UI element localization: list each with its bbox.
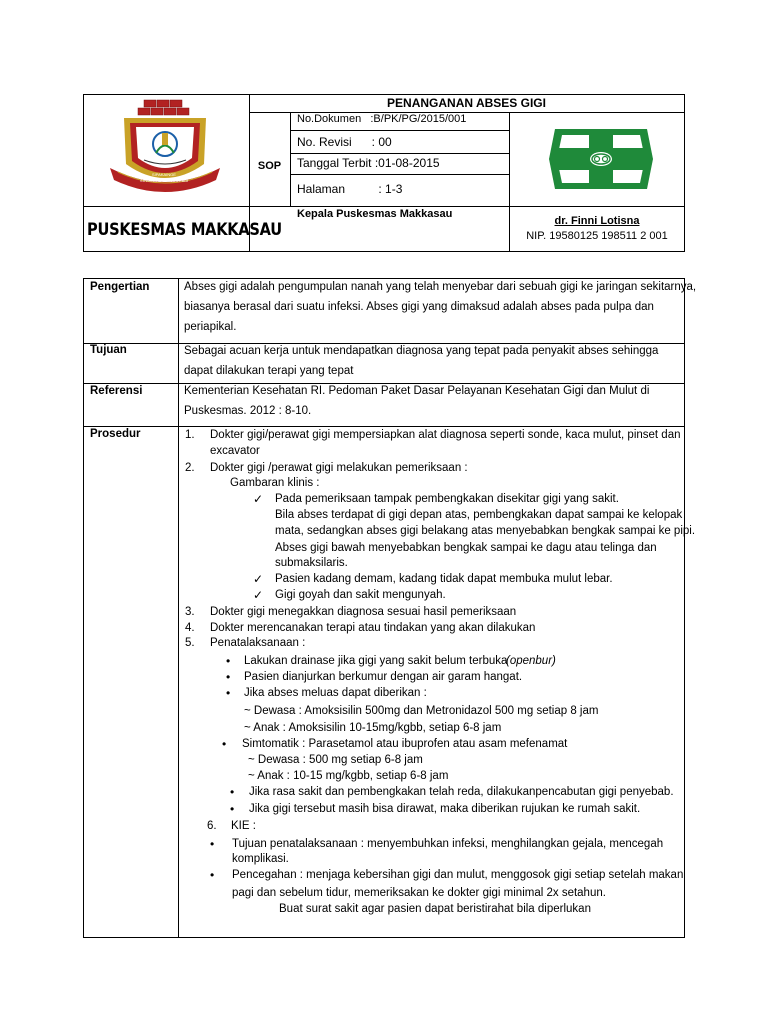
procedure-line: mata, sedangkan abses gigi belakang atas menyebabkan bengkak sampai ke pipi. — [275, 525, 696, 537]
procedure-line: Bila abses terdapat di gigi depan atas, pembengkakan dapat sampai ke kelopak — [275, 509, 683, 521]
divider — [509, 206, 510, 251]
sop-label: SOP — [257, 160, 282, 172]
logo-motto-text: SIPAKATAU SIPAKALEBBI — [139, 178, 189, 183]
procedure-line: 3. — [185, 606, 195, 618]
pengertian-text — [184, 277, 697, 337]
procedure-line: KIE : — [231, 820, 256, 832]
procedure-line: Simtomatik : Parasetamol atau ibuprofen atau asam mefenamat — [242, 738, 568, 750]
bullet-icon: • — [226, 654, 231, 668]
procedure-line: Jika gigi tersebut masih bisa dirawat, maka diberikan rujukan ke rumah sakit. — [249, 803, 641, 815]
referensi-line: Kementerian Kesehatan RI. Pedoman Paket Dasar Pelayanan Kesehatan Gigi dan Mulut di — [184, 385, 650, 397]
bullet-icon: • — [230, 785, 235, 799]
procedure-line: Pencegahan : menjaga kebersihan gigi dan mulut, menggosok gigi setiap setelah makan — [232, 869, 684, 881]
procedure-line: Gambaran klinis : — [230, 477, 320, 489]
procedure-line: 1. — [185, 429, 195, 441]
bullet-icon: • — [226, 670, 231, 684]
procedure-line: Dokter merencanakan terapi atau tindakan yang akan dilakukan — [210, 622, 536, 634]
pengertian-line: biasanya berasal dari suatu infeksi. Abses gigi yang dimaksud adalah abses pada pulpa dan — [184, 301, 654, 313]
procedure-line: Buat surat sakit agar pasien dapat beristirahat bila diperlukan — [279, 903, 591, 915]
tujuan-line: Sebagai acuan kerja untuk mendapatkan diagnosa yang tepat pada penyakit abses sehingga — [184, 345, 659, 357]
procedure-line: 6. — [207, 820, 217, 832]
bullet-icon: • — [210, 837, 215, 851]
divider — [509, 112, 510, 206]
signer-nip: NIP. 19580125 198511 2 001 — [526, 230, 668, 242]
procedure-line: Jika abses meluas dapat diberikan : — [244, 687, 427, 699]
checkmark-icon: ✓ — [253, 588, 264, 602]
referensi-text — [184, 381, 684, 421]
signer-name: dr. Finni Lotisna — [554, 215, 640, 227]
divider — [178, 279, 179, 937]
divider — [290, 130, 509, 131]
procedure-line: Pasien kadang demam, kadang tidak dapat membuka mulut lebar. — [275, 573, 613, 585]
procedure-line: 5. — [185, 637, 195, 649]
bullet-icon: • — [226, 686, 231, 700]
procedure-line: Pasien dianjurkan berkumur dengan air garam hangat. — [244, 671, 523, 683]
label-prosedur: Prosedur — [90, 428, 141, 440]
tujuan-line: dapat dilakukan terapi yang tepat — [184, 365, 354, 377]
bullet-icon: • — [230, 802, 235, 816]
checkmark-icon: ✓ — [253, 492, 264, 506]
procedure-line: (openbur) — [506, 655, 556, 667]
no-dokumen: No.Dokumen :B/PK/PG/2015/001 — [297, 113, 467, 125]
logo-banner-text: SIPAKAINGE — [152, 172, 176, 177]
tanggal-terbit: Tanggal Terbit :01-08-2015 — [297, 156, 440, 170]
procedure-line: Penatalaksanaan : — [210, 637, 306, 649]
procedure-line: Lakukan drainase jika gigi yang sakit belum terbuka — [244, 655, 508, 667]
procedure-line: ~ Dewasa : 500 mg setiap 6-8 jam — [248, 754, 423, 766]
bullet-icon: • — [210, 868, 215, 882]
divider — [84, 206, 684, 207]
label-pengertian: Pengertian — [90, 281, 150, 293]
tujuan-text — [184, 341, 684, 381]
procedure-line: 2. — [185, 462, 195, 474]
checkmark-icon: ✓ — [253, 572, 264, 586]
puskesmas-shield-logo — [106, 98, 224, 202]
referensi-line: Puskesmas. 2012 : 8-10. — [184, 405, 312, 417]
puskesmas-name: PUSKESMAS MAKKASAU — [87, 220, 282, 240]
document-title: PENANGANAN ABSES GIGI — [387, 96, 546, 110]
procedure-line: Abses gigi bawah menyebabkan bengkak sampai ke dagu atau telinga dan — [275, 542, 657, 554]
pengertian-line: periapikal. — [184, 321, 237, 333]
procedure-line: Dokter gigi menegakkan diagnosa sesuai hasil pemeriksaan — [210, 606, 517, 618]
divider — [290, 174, 509, 175]
divider — [290, 153, 509, 154]
procedure-line: Dokter gigi /perawat gigi melakukan pemeriksaan : — [210, 462, 468, 474]
procedure-line: submaksilaris. — [275, 557, 348, 569]
procedure-line: ~ Anak : 10-15 mg/kgbb, setiap 6-8 jam — [248, 770, 449, 782]
procedure-line: Dokter gigi/perawat gigi mempersiapkan alat diagnosa seperti sonde, kaca mulut, pinset dan — [210, 429, 681, 441]
label-tujuan: Tujuan — [90, 344, 127, 356]
procedure-line: Pada pemeriksaan tampak pembengkakan disekitar gigi yang sakit. — [275, 493, 619, 505]
procedure-line: pagi dan sebelum tidur, memeriksakan ke dokter gigi minimal 2x setahun. — [232, 887, 606, 899]
procedure-line: 4. — [185, 622, 195, 634]
kepala-puskesmas: Kepala Puskesmas Makkasau — [297, 208, 453, 220]
divider — [290, 112, 291, 206]
divider — [84, 426, 684, 427]
procedure-line: Jika rasa sakit dan pembengkakan telah reda, dilakukanpencabutan gigi penyebab. — [249, 786, 674, 798]
procedure-line: komplikasi. — [232, 853, 289, 865]
label-referensi: Referensi — [90, 385, 143, 397]
procedure-line: ~ Anak : Amoksisilin 10-15mg/kgbb, setiap 6-8 jam — [244, 722, 502, 734]
green-cross-logo — [541, 117, 661, 201]
procedure-line: excavator — [210, 445, 260, 457]
pengertian-line: Abses gigi adalah pengumpulan nanah yang telah menyebar dari sebuah gigi ke jaringan sekitarnya, — [184, 281, 697, 293]
procedure-line: Tujuan penatalaksanaan : menyembuhkan infeksi, menghilangkan gejala, mencegah — [232, 838, 664, 850]
procedure-line: ~ Dewasa : Amoksisilin 500mg dan Metronidazol 500 mg setiap 8 jam — [244, 705, 599, 717]
halaman: Halaman : 1-3 — [297, 182, 403, 196]
bullet-icon: • — [222, 737, 227, 751]
procedure-line: Gigi goyah dan sakit mengunyah. — [275, 589, 446, 601]
no-revisi: No. Revisi : 00 — [297, 135, 392, 149]
